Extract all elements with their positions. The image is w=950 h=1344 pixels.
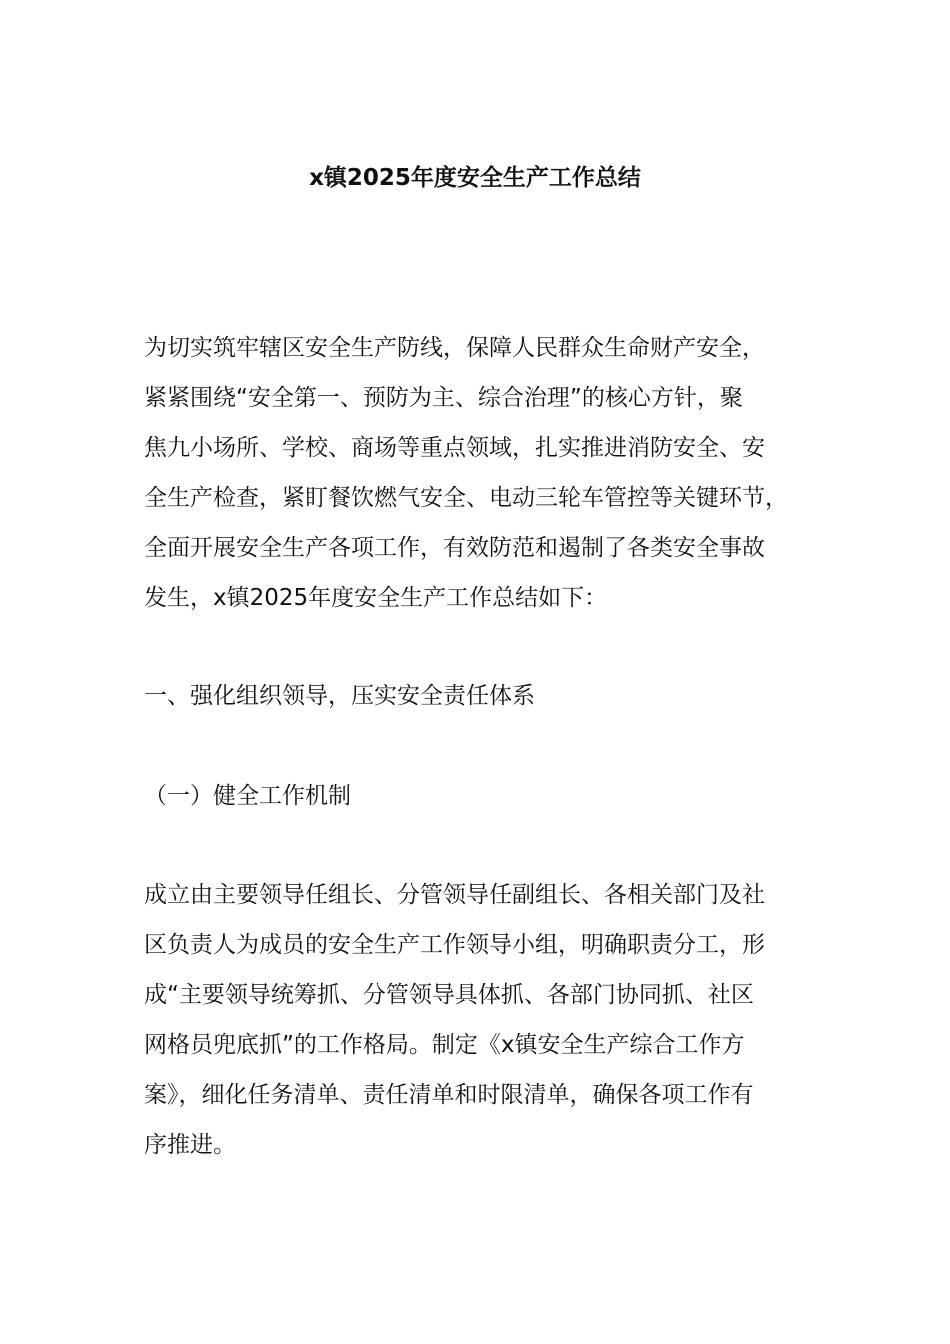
section-heading — [144, 671, 820, 721]
intro-line: 为切实筑牢辖区安全生产防线，保障人民群众生命财产安全， — [144, 335, 765, 361]
body-line: 序推进。 — [144, 1132, 236, 1158]
intro-line: 全生产检查，紧盯餐饮燃气安全、电动三轮车管控等关键环节， — [144, 485, 788, 511]
subsection-paragraph — [144, 870, 820, 1170]
body-line: 成立由主要领导任组长、分管领导任副组长、各相关部门及社 — [144, 882, 765, 908]
intro-line: 发生，x镇2025年度安全生产工作总结如下： — [144, 585, 608, 611]
intro-line: 全面开展安全生产各项工作，有效防范和遏制了各类安全事故 — [144, 535, 765, 561]
body-line: 区负责人为成员的安全生产工作领导小组，明确职责分工，形 — [144, 932, 765, 958]
intro-line: 焦九小场所、学校、商场等重点领域，扎实推进消防安全、安 — [144, 435, 765, 461]
document-title: x镇2025年度安全生产工作总结 — [309, 165, 641, 191]
section-heading-text: 一、强化组织领导，压实安全责任体系 — [144, 683, 535, 709]
body-line: 网格员兜底抓”的工作格局。制定《x镇安全生产综合工作方 — [144, 1032, 745, 1058]
intro-paragraph — [144, 323, 820, 623]
body-line: 成“主要领导统筹抓、分管领导具体抓、各部门协同抓、社区 — [144, 982, 754, 1008]
intro-line: 紧紧围绕“安全第一、预防为主、综合治理”的核心方针，聚 — [144, 385, 743, 411]
subsection-heading — [144, 771, 820, 821]
body-line: 案》，细化任务清单、责任清单和时限清单，确保各项工作有 — [144, 1082, 754, 1108]
subsection-heading-text: （一）健全工作机制 — [144, 783, 351, 809]
